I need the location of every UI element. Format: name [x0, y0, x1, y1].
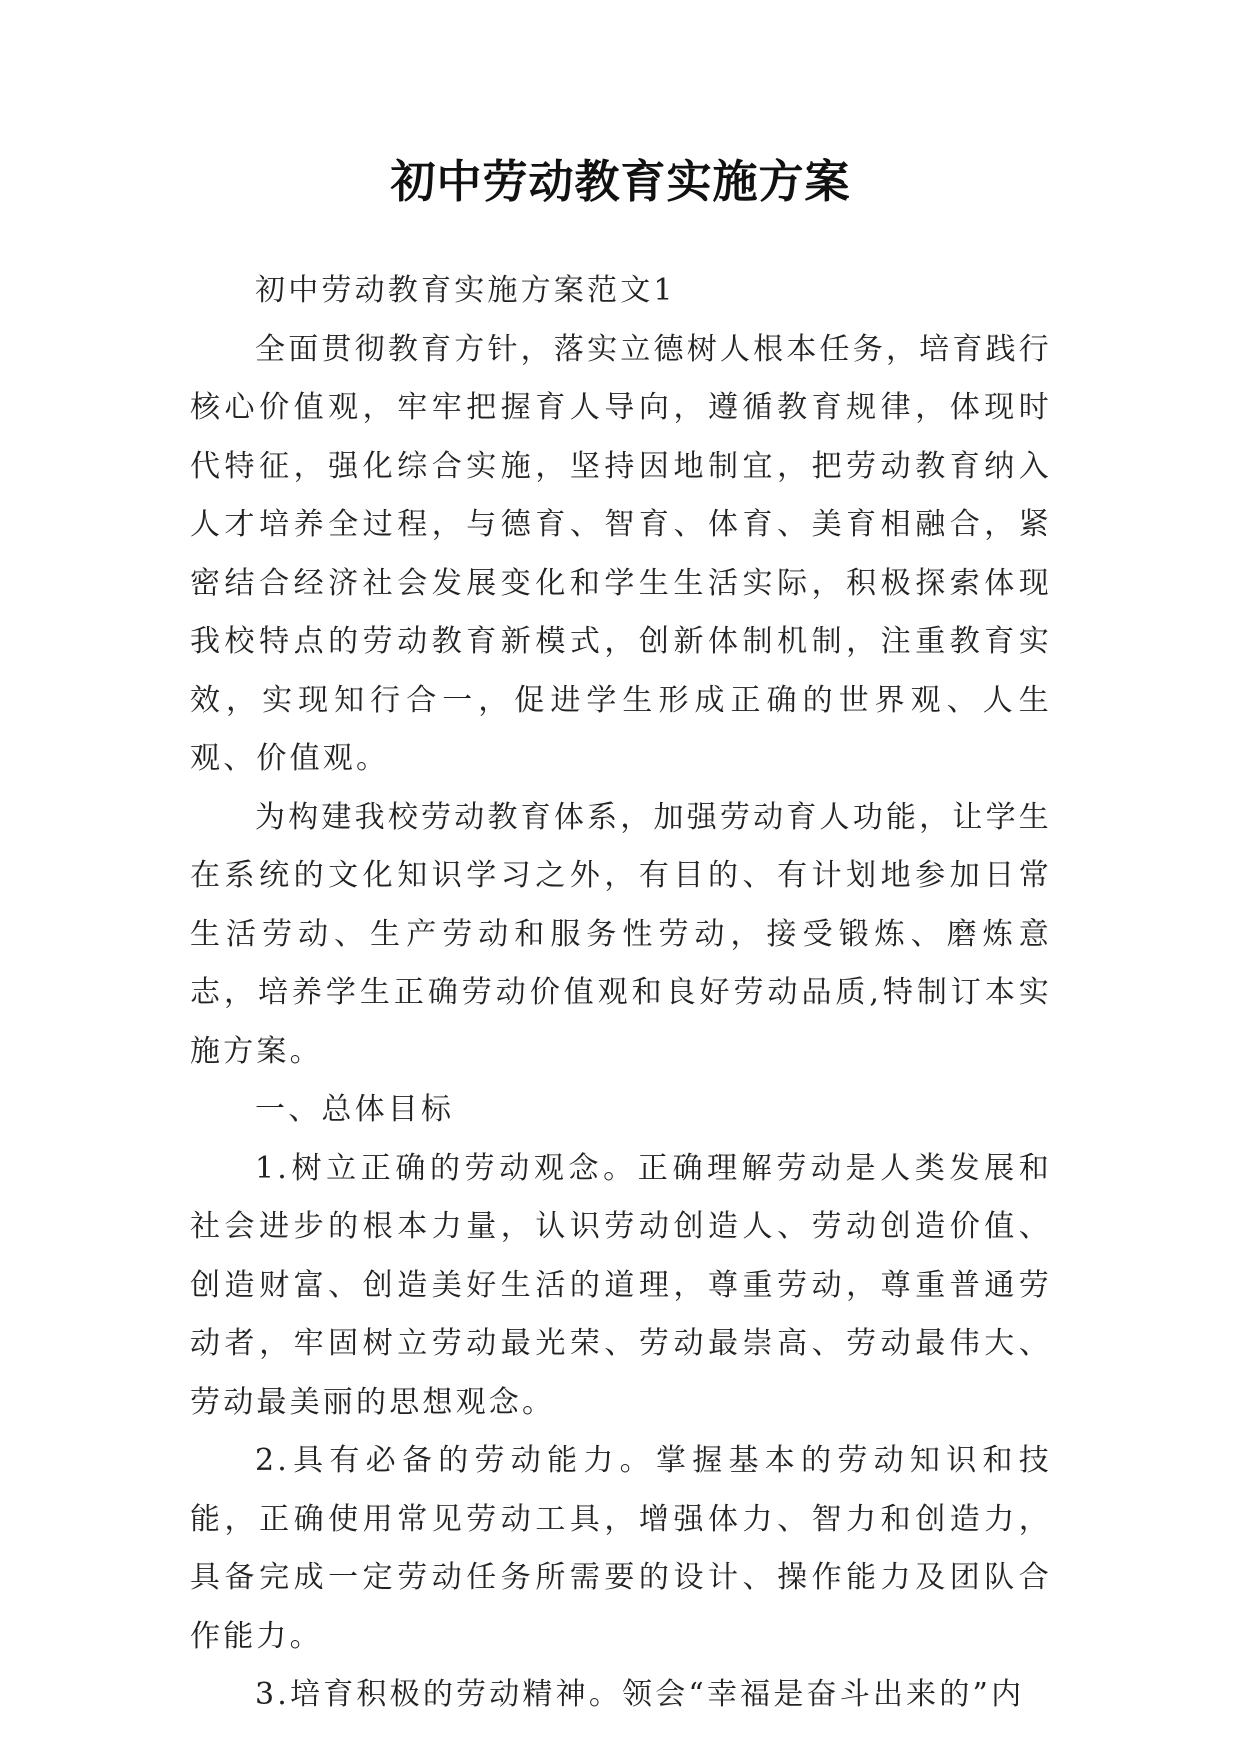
paragraph-goal-2: 2.具有必备的劳动能力。掌握基本的劳动知识和技能，正确使用常见劳动工具，增强体力、智力和创造力，具备完成一定劳动任务所需要的设计、操作能力及团队合作能力。	[190, 1443, 1052, 1654]
section-heading: 一、总体目标	[255, 1092, 455, 1127]
paragraph-intro: 全面贯彻教育方针，落实立德树人根本任务，培育践行核心价值观，牢牢把握育人导向，遵循教育规律，体现时代特征，强化综合实施，坚持因地制宜，把劳动教育纳入人才培养全过程，与德育、智育、体育、美育相融合，紧密结合经济社会发展变化和学生生活实际，积极探索体现我校特点的劳动教育新模式，创新体制机制，注重教育实效，实现知行合一，促进学生形成正确的世界观、人生观、价值观。	[190, 331, 1052, 776]
document-title: 初中劳动教育实施方案	[390, 155, 851, 208]
paragraph-goal-3: 3.培育积极的劳动精神。领会“幸福是奋斗出来的”内	[255, 1677, 1025, 1712]
paragraph-subtitle: 初中劳动教育实施方案范文1	[255, 273, 676, 308]
document-body	[190, 262, 1052, 1725]
paragraph-goal-1: 1.树立正确的劳动观念。正确理解劳动是人类发展和社会进步的根本力量，认识劳动创造人、劳动创造价值、创造财富、创造美好生活的道理，尊重劳动，尊重普通劳动者，牢固树立劳动最光荣、劳动最崇高、劳动最伟大、劳动最美丽的思想观念。	[190, 1150, 1052, 1420]
paragraph-purpose: 为构建我校劳动教育体系，加强劳动育人功能，让学生在系统的文化知识学习之外，有目的、有计划地参加日常生活劳动、生产劳动和服务性劳动，接受锻炼、磨炼意志，培养学生正确劳动价值观和良好劳动品质,特制订本实施方案。	[190, 799, 1052, 1069]
